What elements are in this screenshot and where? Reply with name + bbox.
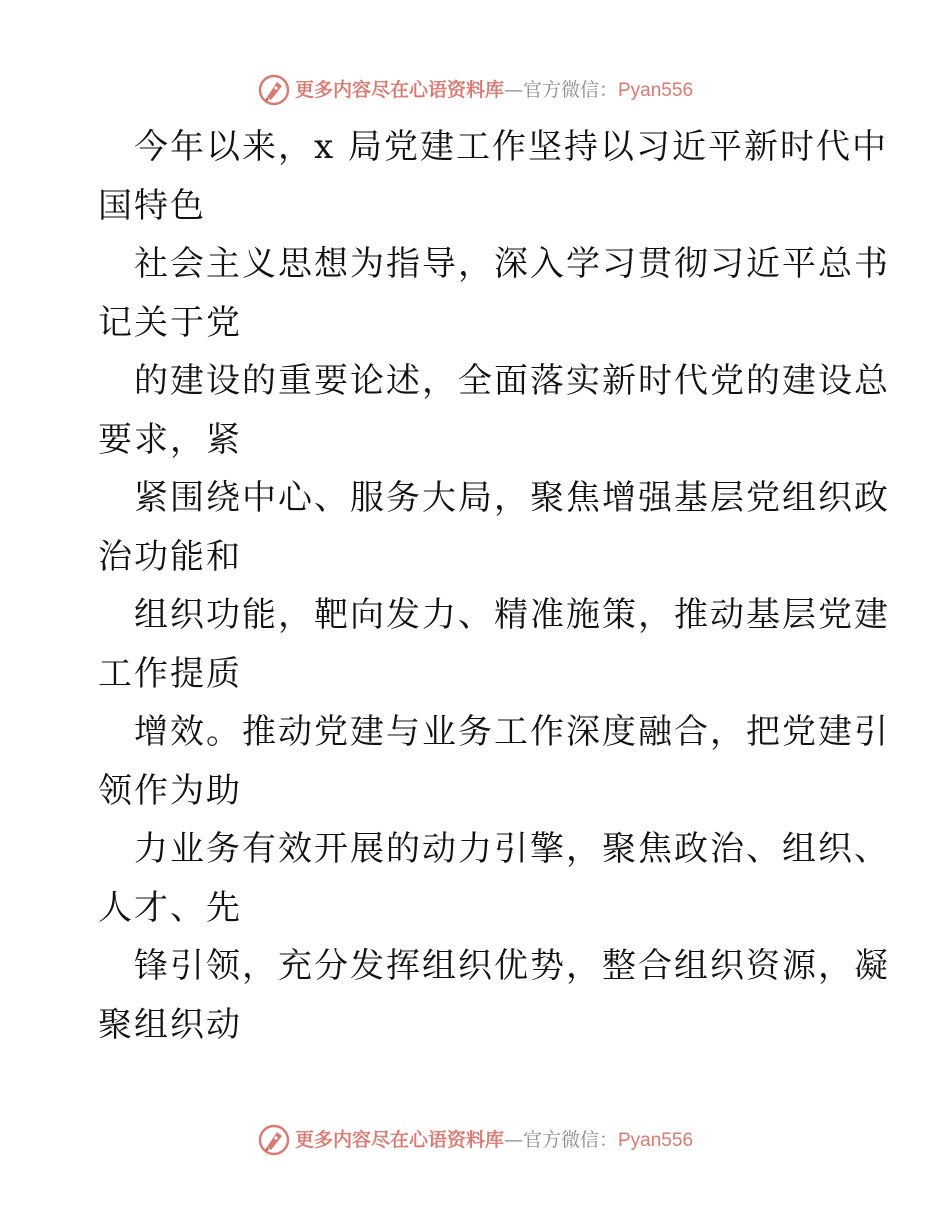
body-line: 国特色 <box>98 185 206 226</box>
header-wechat-label: 官方微信： <box>522 78 618 101</box>
body-line: 工作提质 <box>98 653 242 694</box>
body-line: 治功能和 <box>98 536 242 577</box>
header-brand: 更多内容尽在心语资料库 <box>294 78 504 101</box>
footer-separator: — <box>503 1128 523 1151</box>
header-text <box>295 70 693 111</box>
body-line: 组织功能，靶向发力、精准施策，推动基层党建 <box>134 595 890 635</box>
footer-text <box>295 1120 693 1161</box>
footer-brand: 更多内容尽在心语资料库 <box>294 1128 504 1151</box>
pen-nib-logo-icon <box>257 1123 291 1157</box>
body-line: 聚组织动 <box>98 1004 242 1045</box>
body-line: 人才、先 <box>98 887 242 928</box>
body-line: 锋引领，充分发挥组织优势，整合组织资源，凝 <box>134 946 890 986</box>
header-separator: — <box>503 78 523 101</box>
footer-wechat-label: 官方微信： <box>522 1128 618 1151</box>
header-wechat-id: Pyan556 <box>618 79 694 101</box>
body-line: 力业务有效开展的动力引擎，聚焦政治、组织、 <box>134 829 890 869</box>
footer-wechat-id: Pyan556 <box>618 1129 694 1151</box>
body-line: 的建设的重要论述，全面落实新时代党的建设总 <box>134 361 890 401</box>
body-line: 社会主义思想为指导，深入学习贯彻习近平总书 <box>134 244 890 284</box>
body-line: 要求，紧 <box>98 419 242 460</box>
header-banner <box>0 70 950 110</box>
body-line: 今年以来，x 局党建工作坚持以习近平新时代中 <box>134 127 888 167</box>
body-line: 紧围绕中心、服务大局，聚焦增强基层党组织政 <box>134 478 890 518</box>
body-line: 领作为助 <box>98 770 242 811</box>
document-body <box>98 118 890 1054</box>
body-line: 增效。推动党建与业务工作深度融合，把党建引 <box>134 712 890 752</box>
body-line: 记关于党 <box>98 302 242 343</box>
footer-banner <box>0 1120 950 1160</box>
pen-nib-logo-icon <box>257 73 291 107</box>
